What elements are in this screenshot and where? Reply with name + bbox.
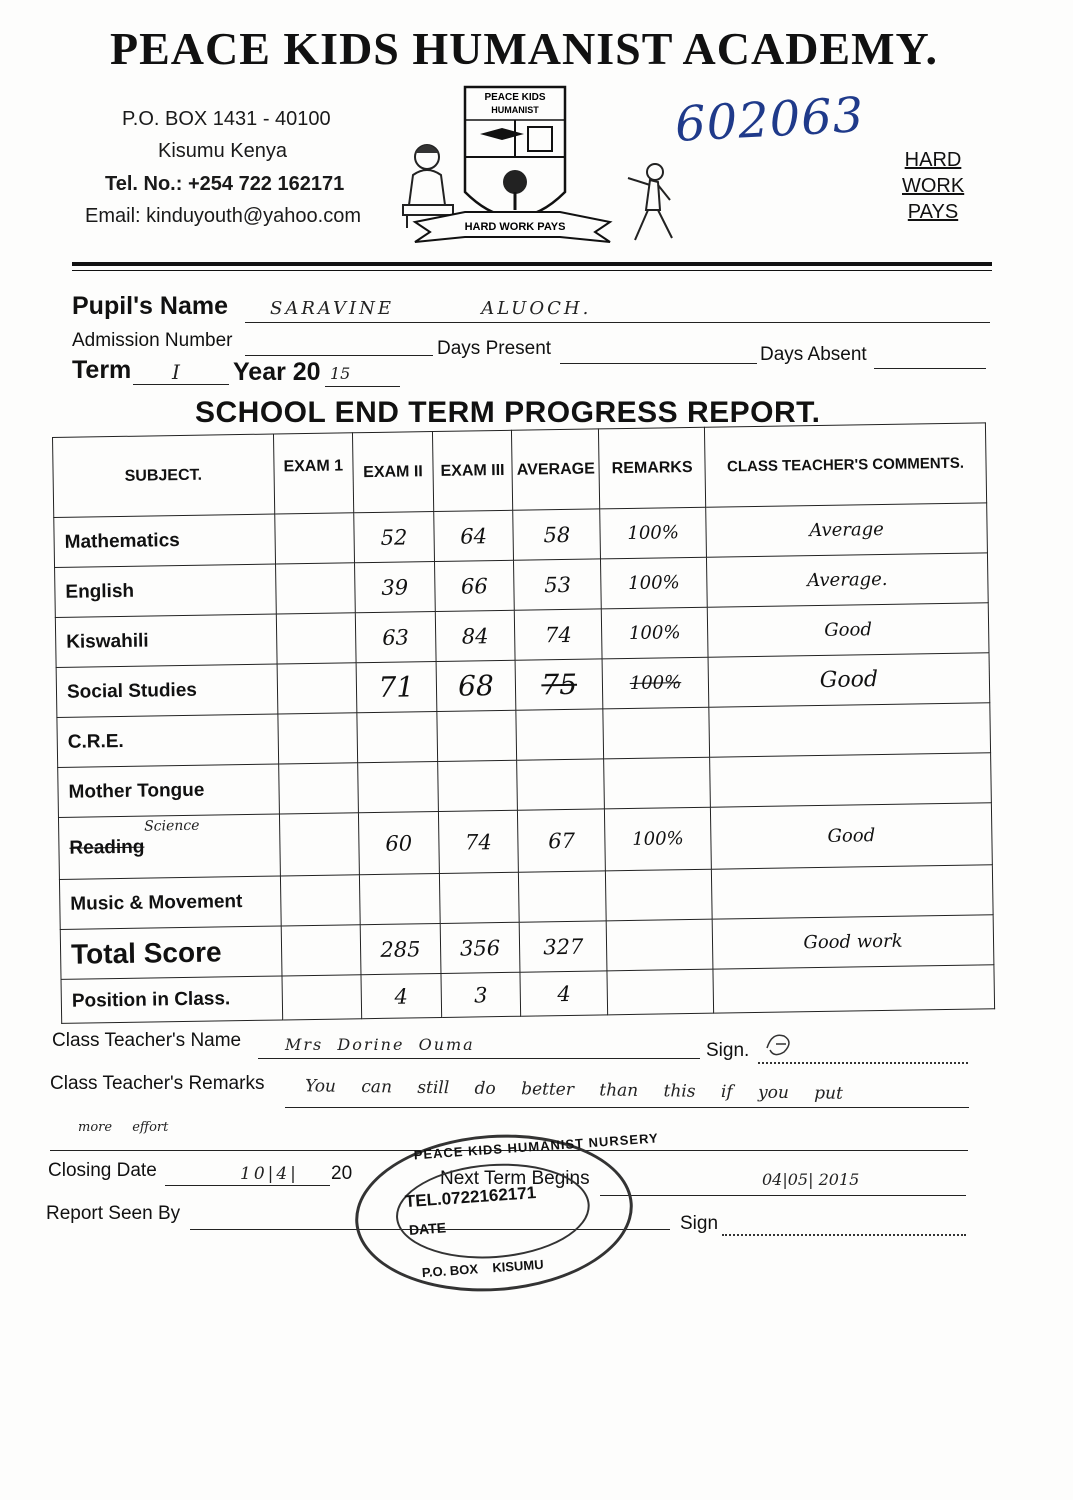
comment-cell[interactable]: Good	[707, 603, 989, 657]
term-label: Term	[72, 356, 132, 384]
comment-cell[interactable]	[709, 703, 991, 757]
exam2-cell[interactable]: 60	[359, 811, 440, 874]
days-absent-field[interactable]	[874, 346, 986, 369]
remarks-cell[interactable]: 100%	[601, 607, 708, 659]
subject-cell: C.R.E.	[57, 714, 278, 767]
exam2-cell[interactable]	[358, 761, 438, 812]
exam3-cell[interactable]: 68	[436, 660, 516, 711]
comment-cell[interactable]	[713, 965, 995, 1013]
remarks-cell[interactable]: 100%	[600, 507, 707, 559]
admission-number-field[interactable]	[245, 333, 433, 356]
average-cell[interactable]: 67	[518, 809, 606, 872]
subject-handwritten-note: Science	[144, 817, 200, 835]
remarks-cell[interactable]	[604, 757, 711, 809]
teacher-name-value: Mrs Dorine Ouma	[285, 1035, 475, 1054]
exam2-cell[interactable]: 4	[361, 973, 441, 1018]
header-divider-thin	[72, 270, 992, 271]
pupil-name-value: SARAVINE ALUOCH.	[270, 298, 592, 319]
sign2-field[interactable]	[722, 1214, 966, 1236]
pupil-name-label: Pupil's Name	[72, 292, 228, 320]
teacher-name-label: Class Teacher's Name	[52, 1030, 242, 1051]
teacher-remarks-label: Class Teacher's Remarks	[50, 1073, 265, 1094]
exam3-cell[interactable]: 66	[434, 560, 514, 611]
header-remarks: REMARKS	[599, 427, 706, 509]
closing-date-label: Closing Date	[48, 1160, 157, 1181]
average-cell[interactable]	[519, 871, 607, 922]
days-present-label: Days Present	[437, 338, 552, 359]
crest-banner: HARD WORK PAYS	[464, 221, 566, 233]
comment-cell[interactable]: Average	[706, 503, 988, 557]
year-value: 15	[330, 364, 351, 383]
term-value: I	[172, 360, 180, 384]
days-absent-label: Days Absent	[760, 344, 867, 365]
average-cell[interactable]: 74	[515, 609, 603, 660]
exam2-cell[interactable]	[360, 873, 440, 924]
motto-box: HARD WORK PAYS	[902, 149, 965, 223]
comment-cell[interactable]: Good work	[712, 915, 994, 969]
subject-cell: Total Score	[60, 926, 281, 979]
header-subject: SUBJECT.	[53, 434, 275, 517]
table-header-row	[53, 423, 987, 518]
address-line-2: Kisumu Kenya	[158, 140, 287, 162]
admission-number-label: Admission Number	[72, 330, 233, 351]
teacher-remarks-value-2: more effort	[78, 1120, 169, 1135]
crest-top-text: PEACE KIDS	[484, 92, 546, 103]
header-comments: CLASS TEACHER'S COMMENTS.	[704, 423, 986, 507]
stamp-tel: TEL.0722162171	[404, 1183, 537, 1212]
average-cell[interactable]: 75	[515, 659, 603, 710]
sign-label: Sign.	[706, 1040, 750, 1061]
svg-text:HUMANIST: HUMANIST	[491, 105, 539, 115]
phone-number: Tel. No.: +254 722 162171	[105, 173, 345, 195]
teacher-remarks-value: You can still do better than this if you put	[304, 1076, 844, 1104]
exam3-cell[interactable]	[437, 710, 517, 761]
header-divider	[72, 262, 992, 266]
comment-cell[interactable]	[710, 753, 992, 807]
grades-table	[52, 422, 995, 1024]
term-field[interactable]	[133, 362, 229, 385]
remarks-cell[interactable]: 100%	[601, 557, 708, 609]
comment-cell[interactable]: Average.	[706, 553, 988, 607]
comment-cell[interactable]	[711, 865, 993, 919]
remarks-cell[interactable]	[606, 869, 713, 921]
subject-cell: Music & Movement	[59, 876, 280, 929]
average-cell[interactable]: 327	[519, 921, 607, 972]
exam3-cell[interactable]: 74	[438, 810, 519, 873]
school-stamp	[350, 1125, 660, 1300]
report-seen-label: Report Seen By	[46, 1203, 181, 1224]
average-cell[interactable]: 4	[520, 971, 608, 1016]
stamp-top-text: PEACE KIDS HUMANIST NURSERY	[413, 1130, 660, 1163]
remarks-cell[interactable]: 100%	[602, 657, 709, 709]
exam1-cell[interactable]	[277, 713, 357, 764]
exam2-cell[interactable]: 39	[355, 562, 435, 613]
comment-cell[interactable]: Good	[708, 653, 990, 707]
address-line-1: P.O. BOX 1431 - 40100	[122, 108, 331, 130]
stamp-inner-ring	[393, 1157, 593, 1264]
exam3-cell[interactable]: 64	[433, 510, 513, 561]
exam2-cell[interactable]: 285	[360, 923, 440, 974]
average-cell[interactable]: 58	[513, 509, 601, 560]
remarks-cell[interactable]: 100%	[605, 807, 712, 871]
running-boy-illustration	[620, 160, 680, 245]
subject-cell: Mother Tongue	[58, 764, 279, 817]
stamp-bottom-text: P.O. BOX KISUMU	[421, 1256, 545, 1281]
header-average: AVERAGE	[512, 429, 600, 510]
subject-cell: English	[55, 564, 276, 617]
exam2-cell[interactable]	[357, 711, 437, 762]
subject-cell: Kiswahili	[55, 614, 276, 667]
exam1-cell[interactable]	[279, 813, 360, 876]
header-exam3: EXAM III	[432, 430, 513, 511]
exam1-cell[interactable]	[276, 613, 356, 664]
exam1-cell[interactable]	[274, 513, 354, 564]
stamp-date-label: DATE	[408, 1219, 447, 1238]
exam2-cell[interactable]: 52	[354, 512, 434, 563]
next-term-value: 04|05| 2015	[762, 1170, 860, 1189]
average-cell[interactable]: 53	[514, 559, 602, 610]
remarks-cell[interactable]	[606, 919, 713, 971]
exam1-cell[interactable]	[275, 563, 355, 614]
exam3-cell[interactable]: 3	[441, 972, 521, 1017]
exam1-cell[interactable]	[280, 875, 360, 926]
subject-cell: Social Studies	[56, 664, 277, 717]
exam2-cell[interactable]: 71	[356, 661, 436, 712]
header-exam1: EXAM 1	[273, 433, 354, 514]
header-exam2: EXAM II	[353, 432, 434, 513]
subject-cell: Mathematics	[54, 514, 275, 567]
handwritten-number: 602063	[673, 87, 866, 153]
average-cell[interactable]	[517, 759, 605, 810]
exam3-cell[interactable]	[437, 760, 517, 811]
exam1-cell[interactable]	[278, 763, 358, 814]
remarks-cell[interactable]	[607, 969, 713, 1015]
exam1-cell[interactable]	[281, 975, 361, 1020]
signature-mark	[762, 1030, 796, 1060]
school-crest	[410, 82, 615, 252]
exam3-cell[interactable]: 84	[435, 610, 515, 661]
subject-cell: Position in Class.	[61, 976, 282, 1023]
email-address: Email: kinduyouth@yahoo.com	[85, 205, 361, 227]
exam3-cell[interactable]	[439, 872, 519, 923]
remarks-cell[interactable]	[603, 707, 710, 759]
school-name: PEACE KIDS HUMANIST ACADEMY.	[110, 23, 939, 74]
subject-cell	[58, 814, 279, 879]
closing-date-value: 10|4|	[240, 1164, 299, 1184]
year-label: Year 20	[233, 358, 321, 386]
exam2-cell[interactable]: 63	[355, 612, 435, 663]
days-present-field[interactable]	[560, 341, 757, 364]
exam3-cell[interactable]: 356	[440, 922, 520, 973]
comment-cell[interactable]: Good	[710, 803, 992, 869]
sign2-label: Sign	[680, 1213, 719, 1234]
report-title: SCHOOL END TERM PROGRESS REPORT.	[195, 396, 821, 429]
average-cell[interactable]	[516, 709, 604, 760]
exam1-cell[interactable]	[281, 925, 361, 976]
next-term-label: Next Term Begins	[440, 1168, 590, 1189]
exam1-cell[interactable]	[277, 663, 357, 714]
closing-year-prefix: 20	[331, 1163, 353, 1184]
subject-struck-text: Reading	[69, 836, 145, 859]
